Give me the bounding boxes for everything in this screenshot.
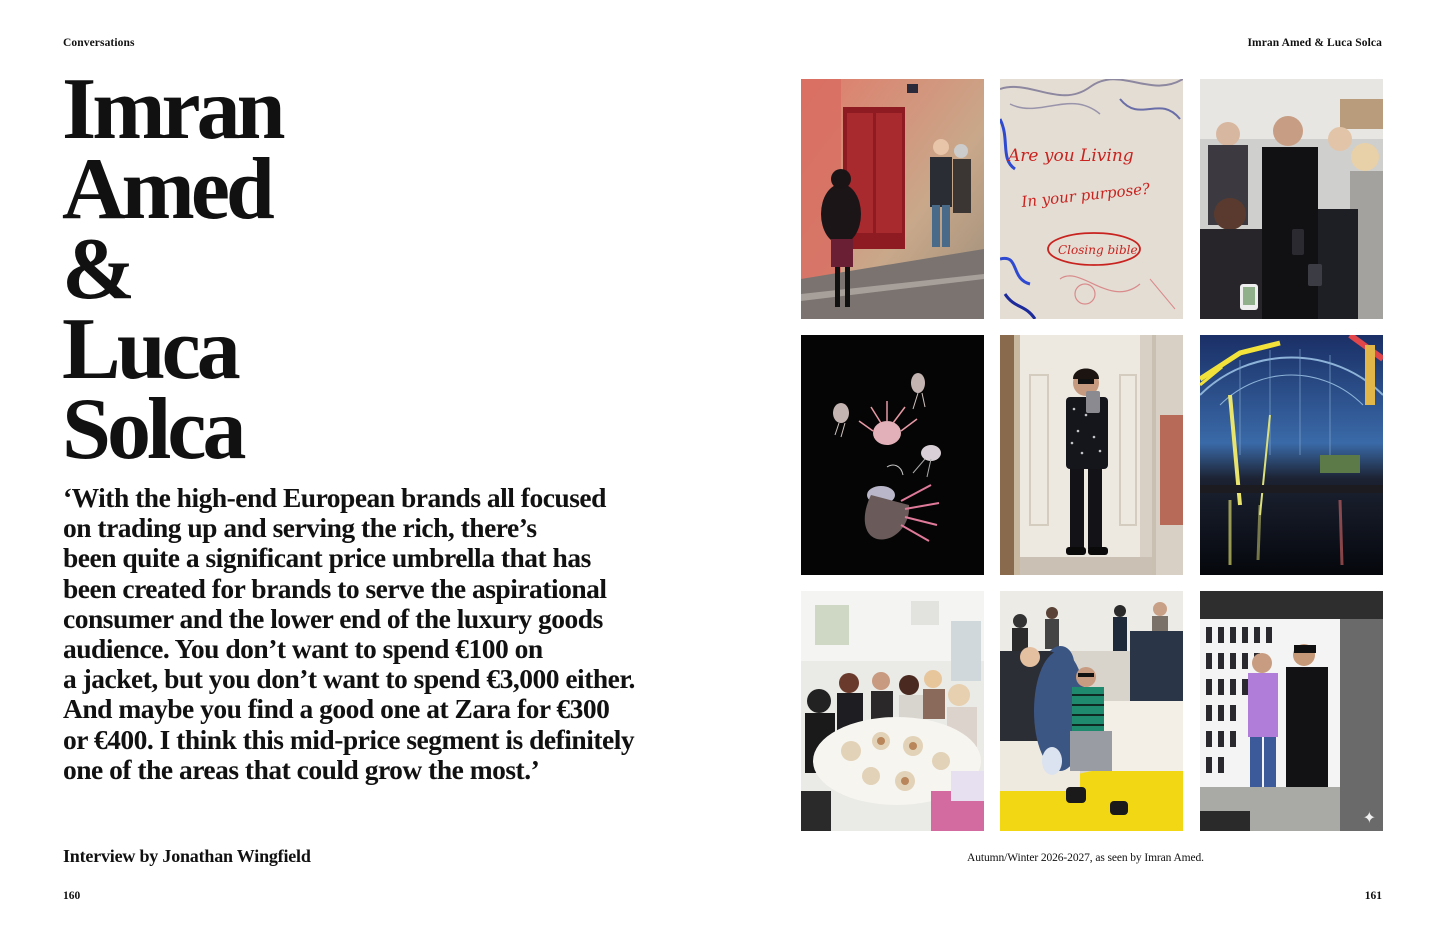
page-number-left: 160 (63, 890, 81, 902)
headline-line: & (62, 221, 132, 318)
photo-mirror-selfie (1000, 335, 1183, 575)
photo-graffiti-wall (1000, 79, 1183, 319)
photo-caption: Autumn/Winter 2026-2027, as seen by Imran Amed. (967, 852, 1204, 864)
quote-line: been quite a significant price umbrella that has (63, 542, 591, 574)
quote-line: consumer and the lower end of the luxury goods (63, 602, 603, 634)
photo-jellyfish-sculptures (801, 335, 984, 575)
graffiti-text-line1: Are you Living (1008, 146, 1134, 166)
quote-line: on trading up and serving the rich, there’s (63, 512, 537, 544)
photo-street-red-door (801, 79, 984, 319)
running-header-section: Conversations (63, 37, 135, 49)
quote-line: or €400. I think this mid-price segment is definitely (63, 723, 635, 755)
photo-glass-hall-show (1200, 335, 1383, 575)
quote-line: been created for brands to serve the aspirational (63, 572, 607, 604)
pull-quote (63, 483, 663, 785)
graffiti-text-line2: In your purpose? (1020, 179, 1151, 211)
quote-line: audience. You don’t want to spend €100 on (63, 633, 543, 665)
headline-line: Solca (62, 381, 243, 478)
photo-plush-shark (1000, 591, 1183, 831)
quote-line: one of the areas that could grow the most.’ (63, 753, 540, 785)
sparkle-icon: ✦ (1362, 808, 1376, 827)
photo-grid (801, 79, 1383, 832)
page-number-right: 161 (1364, 890, 1382, 902)
photo-press-scrum (1200, 79, 1383, 319)
quote-line: ‘With the high-end European brands all focused (63, 482, 606, 513)
byline: Interview by Jonathan Wingfield (63, 846, 311, 866)
article-headline (62, 61, 282, 478)
quote-line: a jacket, but you don’t want to spend €3,000 either. (63, 663, 635, 695)
quote-line: And maybe you find a good one at Zara for €300 (63, 693, 610, 725)
graffiti-tag: Closing bible (1058, 243, 1138, 257)
photo-lookbook-wall (1200, 591, 1383, 831)
photo-dinner-gathering (801, 591, 984, 831)
running-header-article: Imran Amed & Luca Solca (1247, 37, 1382, 49)
headline-line: Amed (62, 141, 271, 238)
headline-line: Imran (62, 61, 282, 158)
headline-line: Luca (62, 301, 237, 398)
